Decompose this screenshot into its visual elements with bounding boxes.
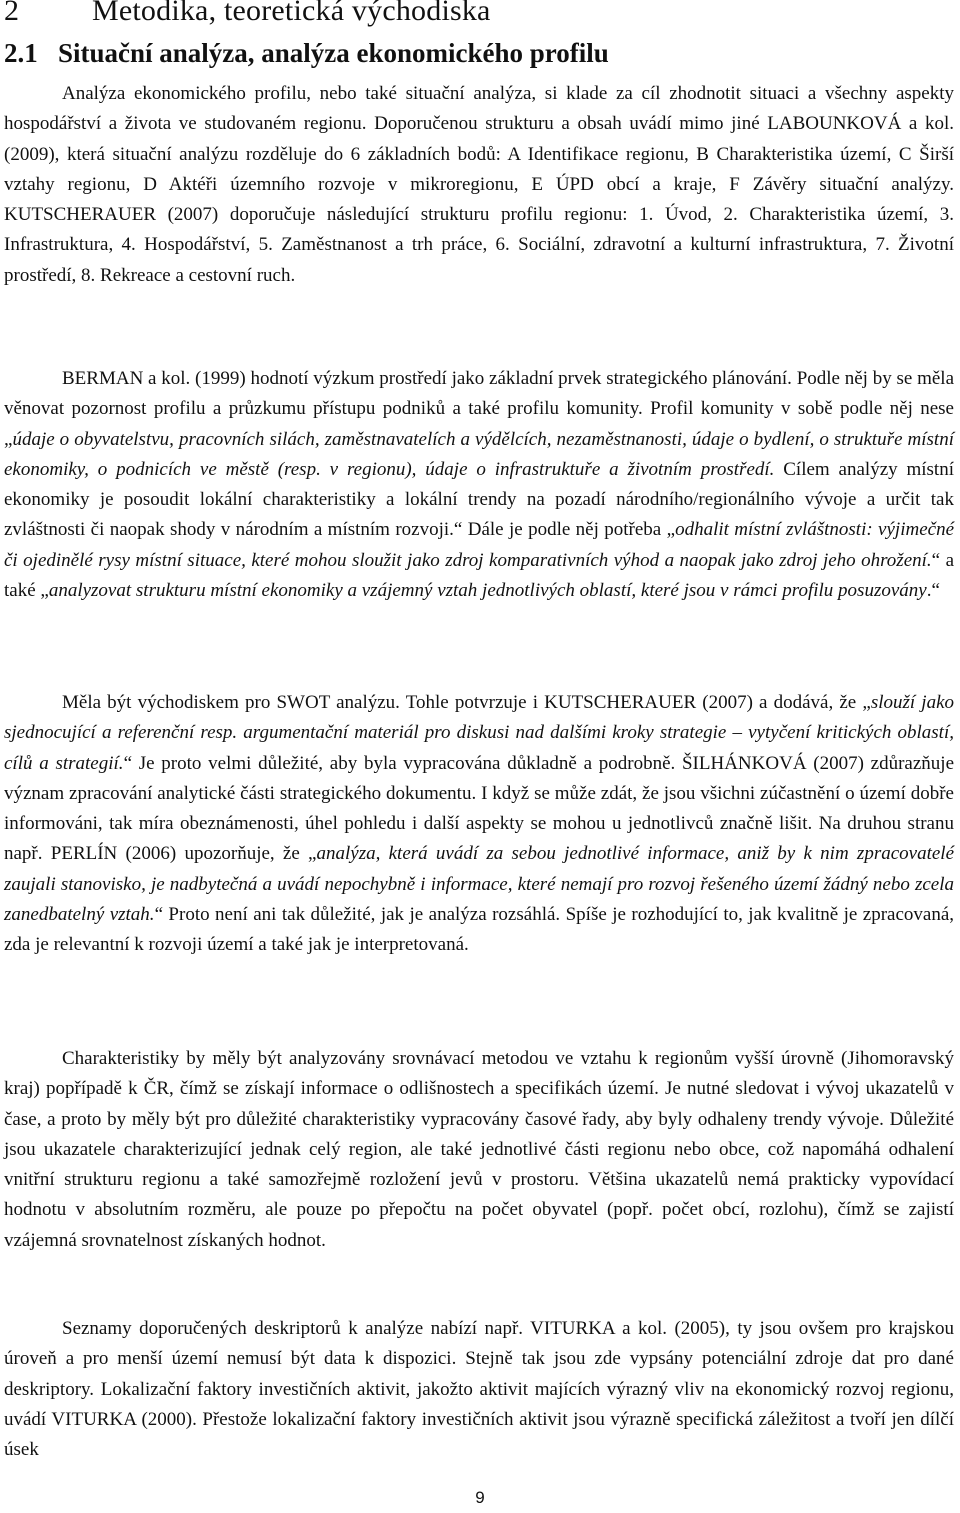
- paragraph-1: [4, 79, 954, 291]
- paragraph-5-text: Seznamy doporučených deskriptorů k analýze nabízí např. VITURKA a kol. (2005), ty jsou ovšem pro krajskou úroveň a pro menší území nemusí být data k dispozici. Stejně tak jsou zde vypsány potenciální zdroje dat pro dané deskriptory. Lokalizační faktory investičních aktivit, jakožto aktivit majících výrazný vliv na ekonomický rozvoj regionu, uvádí VITURKA (2000). Přestože lokalizační faktory investičních aktivit jsou výrazně specifická záležitost a tvoří jen dílčí úsek: [4, 1318, 954, 1461]
- paragraph-2-quote-3: analyzovat strukturu místní ekonomiky a vzájemný vztah jednotlivých oblastí, které jsou v rámci profilu posuzovány: [48, 580, 927, 602]
- paragraph-4-text: Charakteristiky by měly být analyzovány srovnávací metodou ve vztahu k regionům vyšší úrovně (Jihomoravský kraj) popřípadě k ČR, čímž se získají informace o odlišnostech a specifikách území. Je nutné sledovat i vývoj ukazatelů v čase, a proto by měly být pro důležité charakteristiky vypracovány časové řady, aby byly odhaleny trendy vývoje. Důležité jsou ukazatele charakterizující jednak celý region, ale také jednotlivé části regionu nebo obce, což napomáhá odhalení vnitřní strukturu regionu a také samozřejmě rozložení jevů v prostoru. Většina ukazatelů nemá prakticky vypovídací hodnotu v absolutním rozměru, ale pouze po přepočtu na počet obyvatel (popř. počet obcí, rozlohu), čímž se zajistí vzájemná srovnatelnost získaných hodnot.: [4, 1048, 954, 1251]
- paragraph-3-quote-2: analýza, která uvádí za sebou jednotlivé informace, aniž by k nim zpracovatelé zaujali stanovisko, je nadbytečná a uvádí nepochybně i informace, které nemají pro rozvoj řešeného území žádný nebo zcela zanedbatelný vztah.: [4, 843, 955, 926]
- chapter-heading: [4, 0, 491, 28]
- paragraph-2-text-a: BERMAN a kol. (1999) hodnotí výzkum prostředí jako základní prvek strategického plánování. Podle něj by se měla věnovat pozornost profilu a průzkumu přístupu podniků a také profilu komunity. Profil komunity v sobě podle něj nese „: [4, 368, 954, 450]
- paragraph-2: [4, 364, 954, 606]
- paragraph-2-text-f: “ a také „: [4, 549, 955, 602]
- paragraph-2-quote-2: odhalit místní zvláštnosti: výjimečné či ojedinělé rysy místní situace, které mohou sloužit jako zdroj komparativních výhod a naopak jako zdroj jeho ohrožení.: [4, 519, 954, 571]
- paragraph-2-text-h: .“: [926, 580, 940, 602]
- chapter-title: Metodika, teoretická východiska: [92, 0, 491, 27]
- section-title: Situační analýza, analýza ekonomického profilu: [58, 38, 609, 68]
- page-number: 9: [475, 1488, 485, 1507]
- paragraph-3: [4, 688, 954, 961]
- paragraph-4: [4, 1044, 954, 1256]
- paragraph-3-text-c: “ Je proto velmi důležité, aby byla vypracována důkladně a podrobně. ŠILHÁNKOVÁ (2007) zdůrazňuje význam zpracování analytické části strategického dokumentu. I když se může zdát, že jsou všichni zúčastnění o území dobře informováni, tak míra obeznámenosti, úhel pohledu i další aspekty se mohou u jednotlivců značně lišit. Na druhou stranu např. PERLÍN (2006) upozorňuje, že „: [4, 752, 955, 865]
- paragraph-3-text-a: Měla být východiskem pro SWOT analýzu. Tohle potvrzuje i KUTSCHERAUER (2007) a dodává, že „: [62, 692, 871, 713]
- paragraph-3-text-e: “ Proto není ani tak důležité, jak je analýza rozsáhlá. Spíše je rozhodující to, jak kvalitně je zpracovaná, zda je relevantní k rozvoji území a také jak je interpretovaná.: [4, 904, 954, 956]
- paragraph-2-text-c: Cílem analýzy místní ekonomiky je posoudit lokální charakteristiky a lokální trendy na pozadí národního/regionálního vývoje a určit tak zvláštnosti či naopak shody v národním a místním rozvoji: [4, 458, 954, 541]
- section-number: 2.1: [4, 38, 38, 68]
- paragraph-2-quote-1: údaje o obyvatelstvu, pracovních silách, zaměstnavatelích a výdělcích, nezaměstnanosti, údaje o bydlení, o struktuře místní ekonomiky, o podnicích ve městě (resp. v regionu), údaje o infrastruktuře a životním prostředí.: [4, 428, 954, 480]
- paragraph-2-text-d: .“ Dále je podle něj potřeba „: [449, 519, 676, 541]
- paragraph-5: [4, 1314, 954, 1465]
- paragraph-3-quote-1: slouží jako sjednocující a referenční resp. argumentační materiál pro diskusi nad dalšími kroky strategie – vytyčení kritických oblastí, cílů a strategií.: [4, 692, 955, 774]
- paragraph-1-text: Analýza ekonomického profilu, nebo také situační analýza, si klade za cíl zhodnotit situaci a všechny aspekty hospodářství a života ve studovaném regionu. Doporučenou strukturu a obsah uvádí mimo jiné LABOUNKOVÁ a kol. (2009), která situační analýzu rozděluje do 6 základních bodů: A Identifikace regionu, B Charakteristika území, C Širší vztahy regionu, D Aktéři územního rozvoje v mikroregionu, E ÚPD obcí a kraje, F Závěry situační analýzy. KUTSCHERAUER (2007) doporučuje následující strukturu profilu regionu: 1. Úvod, 2. Charakteristika území, 3. Infrastruktura, 4. Hospodářství, 5. Zaměstnanost a trh práce, 6. Sociální, zdravotní a kulturní infrastruktura, 7. Životní prostředí, 8. Rekreace a cestovní ruch.: [4, 83, 954, 286]
- chapter-number: 2: [4, 0, 20, 27]
- section-heading: [4, 38, 609, 69]
